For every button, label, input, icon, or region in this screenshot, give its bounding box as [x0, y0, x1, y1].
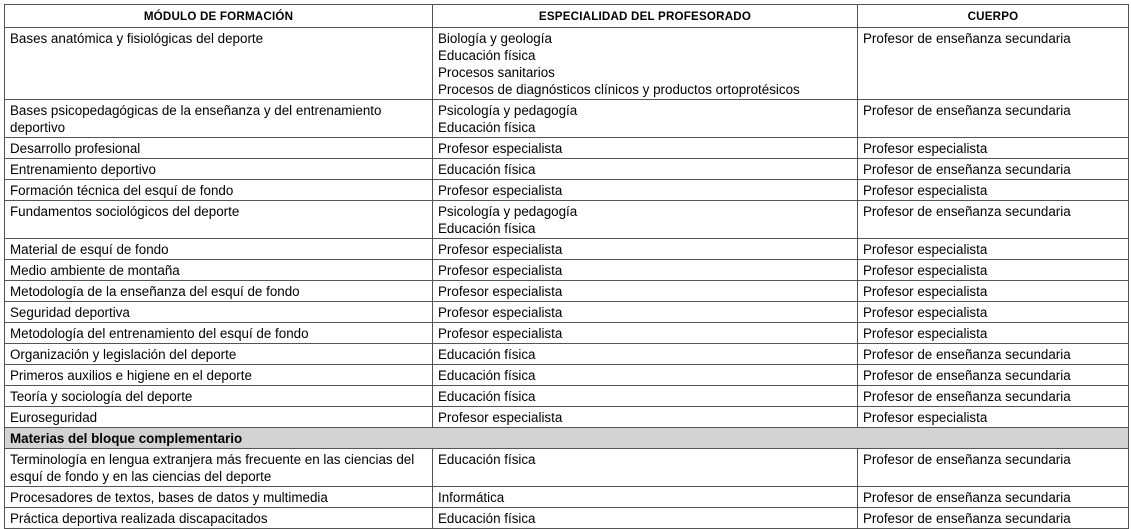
cuerpo-cell: Profesor especialista — [858, 260, 1129, 281]
especialidad-cell — [433, 260, 858, 281]
header-especialidad: ESPECIALIDAD DEL PROFESORADO — [433, 5, 858, 28]
especialidad-item: Educación física — [438, 452, 536, 467]
modulo-cell: Desarrollo profesional — [5, 138, 433, 159]
especialidad-cell — [433, 407, 858, 428]
modulo-cell: Formación técnica del esquí de fondo — [5, 180, 433, 201]
especialidad-item: Biología y geología — [438, 31, 552, 46]
especialidad-item: Educación física — [438, 511, 536, 526]
cuerpo-cell: Profesor especialista — [858, 180, 1129, 201]
cuerpo-cell: Profesor especialista — [858, 281, 1129, 302]
especialidad-cell — [433, 100, 858, 138]
especialidad-cell — [433, 344, 858, 365]
modulo-cell: Medio ambiente de montaña — [5, 260, 433, 281]
especialidad-cell — [433, 365, 858, 386]
table-row — [5, 407, 1129, 428]
especialidad-item: Profesor especialista — [438, 326, 563, 341]
especialidad-item: Procesos sanitarios — [438, 65, 555, 80]
table-row — [5, 508, 1129, 529]
cuerpo-cell: Profesor de enseñanza secundaria — [858, 100, 1129, 138]
especialidad-cell — [433, 138, 858, 159]
table-body — [5, 28, 1129, 529]
cuerpo-cell: Profesor de enseñanza secundaria — [858, 344, 1129, 365]
table-row — [5, 138, 1129, 159]
modulo-cell: Fundamentos sociológicos del deporte — [5, 201, 433, 239]
table-row — [5, 344, 1129, 365]
table-row — [5, 28, 1129, 100]
especialidad-cell — [433, 508, 858, 529]
especialidad-cell — [433, 449, 858, 487]
especialidad-item: Profesor especialista — [438, 242, 563, 257]
cuerpo-cell: Profesor de enseñanza secundaria — [858, 28, 1129, 100]
especialidad-item: Educación física — [438, 48, 536, 63]
section-title: Materias del bloque complementario — [5, 428, 1129, 449]
modulo-cell: Organización y legislación del deporte — [5, 344, 433, 365]
table-row — [5, 260, 1129, 281]
modulo-cell: Teoría y sociología del deporte — [5, 386, 433, 407]
cuerpo-cell: Profesor de enseñanza secundaria — [858, 449, 1129, 487]
especialidad-item: Profesor especialista — [438, 141, 563, 156]
modulo-cell: Metodología de la enseñanza del esquí de fondo — [5, 281, 433, 302]
especialidad-item: Educación física — [438, 347, 536, 362]
modulo-cell: Práctica deportiva realizada discapacitados — [5, 508, 433, 529]
table-row — [5, 365, 1129, 386]
modulo-cell: Primeros auxilios e higiene en el deporte — [5, 365, 433, 386]
cuerpo-cell: Profesor especialista — [858, 323, 1129, 344]
table-row — [5, 201, 1129, 239]
cuerpo-cell: Profesor de enseñanza secundaria — [858, 159, 1129, 180]
especialidad-item: Profesor especialista — [438, 263, 563, 278]
table-row — [5, 449, 1129, 487]
modulo-cell: Terminología en lengua extranjera más frecuente en las ciencias del esquí de fondo y en las ciencias del deporte — [5, 449, 433, 487]
especialidad-item: Profesor especialista — [438, 183, 563, 198]
especialidad-cell — [433, 180, 858, 201]
especialidad-cell — [433, 281, 858, 302]
especialidad-cell — [433, 201, 858, 239]
table-row — [5, 386, 1129, 407]
especialidad-item: Educación física — [438, 221, 536, 236]
cuerpo-cell: Profesor de enseñanza secundaria — [858, 201, 1129, 239]
modulo-cell: Euroseguridad — [5, 407, 433, 428]
cuerpo-cell: Profesor especialista — [858, 302, 1129, 323]
table-row — [5, 100, 1129, 138]
especialidad-cell — [433, 323, 858, 344]
modulo-cell: Metodología del entrenamiento del esquí de fondo — [5, 323, 433, 344]
cuerpo-cell: Profesor de enseñanza secundaria — [858, 508, 1129, 529]
header-row — [5, 5, 1129, 28]
especialidad-item: Educación física — [438, 162, 536, 177]
especialidad-item: Educación física — [438, 389, 536, 404]
especialidad-cell — [433, 28, 858, 100]
header-modulo: MÓDULO DE FORMACIÓN — [5, 5, 433, 28]
table-row — [5, 302, 1129, 323]
modulo-cell: Entrenamiento deportivo — [5, 159, 433, 180]
table-row — [5, 159, 1129, 180]
table-row — [5, 487, 1129, 508]
especialidad-cell — [433, 386, 858, 407]
especialidad-cell — [433, 159, 858, 180]
cuerpo-cell: Profesor especialista — [858, 239, 1129, 260]
especialidad-item: Procesos de diagnósticos clínicos y productos ortoprotésicos — [438, 82, 800, 97]
table-row — [5, 281, 1129, 302]
especialidad-item: Educación física — [438, 368, 536, 383]
modulo-cell: Seguridad deportiva — [5, 302, 433, 323]
modulo-cell: Bases anatómica y fisiológicas del deporte — [5, 28, 433, 100]
especialidad-item: Psicología y pedagogía — [438, 204, 578, 219]
cuerpo-cell: Profesor de enseñanza secundaria — [858, 487, 1129, 508]
cuerpo-cell: Profesor de enseñanza secundaria — [858, 386, 1129, 407]
especialidad-item: Informática — [438, 490, 505, 505]
modulo-cell: Procesadores de textos, bases de datos y multimedia — [5, 487, 433, 508]
especialidad-item: Profesor especialista — [438, 305, 563, 320]
especialidad-cell — [433, 239, 858, 260]
especialidad-item: Profesor especialista — [438, 284, 563, 299]
especialidad-cell — [433, 487, 858, 508]
especialidad-item: Educación física — [438, 120, 536, 135]
cuerpo-cell: Profesor especialista — [858, 138, 1129, 159]
profesorado-table — [4, 4, 1129, 529]
modulo-cell: Bases psicopedagógicas de la enseñanza y del entrenamiento deportivo — [5, 100, 433, 138]
modulo-cell: Material de esquí de fondo — [5, 239, 433, 260]
header-cuerpo: CUERPO — [858, 5, 1129, 28]
table-row — [5, 323, 1129, 344]
cuerpo-cell: Profesor de enseñanza secundaria — [858, 365, 1129, 386]
table-row — [5, 180, 1129, 201]
section-row — [5, 428, 1129, 449]
table-row — [5, 239, 1129, 260]
especialidad-item: Psicología y pedagogía — [438, 103, 578, 118]
especialidad-item: Profesor especialista — [438, 410, 563, 425]
especialidad-cell — [433, 302, 858, 323]
cuerpo-cell: Profesor especialista — [858, 407, 1129, 428]
